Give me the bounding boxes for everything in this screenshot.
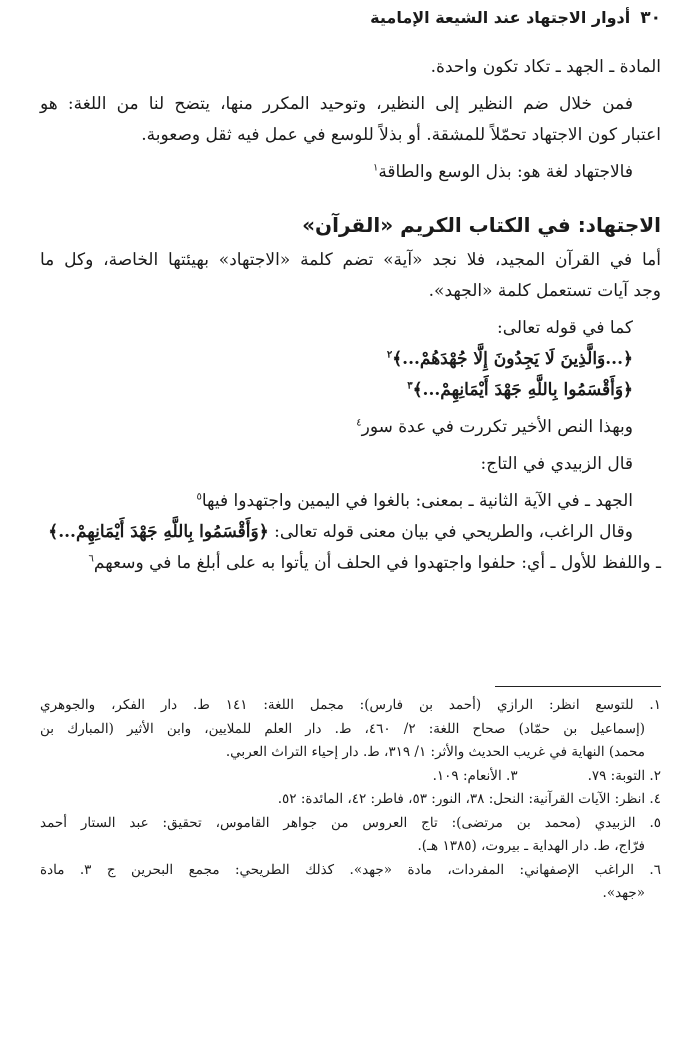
paragraph-line: المادة ـ الجهد ـ تكاد تكون واحدة. xyxy=(430,57,661,77)
main-text xyxy=(40,52,661,579)
footnote-continuation: «جهد». xyxy=(602,885,645,901)
footnote-ref[interactable]: ٥ xyxy=(196,491,202,503)
section-heading: الاجتهاد: في الكتاب الكريم «القرآن» xyxy=(302,213,661,237)
footnote-row xyxy=(40,765,661,789)
paragraph-line: أما في القرآن المجيد، فلا نجد «آية» تضم كلمة «الاجتهاد» بهيئتها الخاصة، وكل ما xyxy=(40,250,661,270)
paragraph-line: فمن خلال ضم النظير إلى النظير، وتوحيد المكرر منها، يتضح لنا من اللغة: هو xyxy=(40,94,633,114)
footnote-ref[interactable]: ١ xyxy=(372,162,379,174)
paragraph-line: ـ واللفظ للأول ـ أي: حلفوا واجتهدوا في الحلف أن يأتوا به على أبلغ ما في وسعهم$^٦$ xyxy=(88,553,661,573)
quran-verse: ﴿وَأَقْسَمُوا بِاللَّهِ جَهْدَ أَيْمَانِهِمْ...﴾$^٣$ xyxy=(407,380,633,400)
paragraph-line: اعتبار كون الاجتهاد تحمّلاً للمشقة. أو بذلاً للوسع في عمل فيه ثقل وصعوبة. xyxy=(141,125,661,145)
footnote-ref[interactable]: ٦ xyxy=(88,553,94,565)
quran-verse: ﴿...وَالَّذِينَ لَا يَجِدُونَ إِلَّا جُهْدَهُمْ...﴾$^٢$ xyxy=(386,349,633,369)
footnote: ٥. الزبيدي (محمد بن مرتضى): تاج العروس من جواهر القاموس، تحقيق: عبد الستار أحمد xyxy=(40,814,661,831)
paragraph-line: وقال الراغب، والطريحي في بيان معنى قوله تعالى: ﴿وَأَقْسَمُوا بِاللَّهِ جَهْدَ أَيْمَانِهِمْ...﴾ xyxy=(48,522,633,542)
footnote: ٦. الراغب الإصفهاني: المفردات، مادة «جهد». كذلك الطريحي: مجمع البحرين ج ٣. مادة xyxy=(40,861,661,878)
footnote: ٤. انظر: الآيات القرآنية: النحل: ٣٨، النور: ٥٣، فاطر: ٤٢، المائدة: ٥٢. xyxy=(277,791,661,807)
footnote-continuation: فرّاج، ط. دار الهداية ـ بيروت، (١٣٨٥ هـ). xyxy=(417,838,645,854)
quran-verse: ﴿وَأَقْسَمُوا بِاللَّهِ جَهْدَ أَيْمَانِهِمْ...﴾ xyxy=(48,522,269,542)
footnote-ref[interactable]: ٢ xyxy=(386,349,393,361)
footnote-continuation: محمد) النهاية في غريب الحديث والأثر: ١/ ٣١٩، ط. دار إحياء التراث العربي. xyxy=(225,744,645,760)
footnotes xyxy=(40,694,661,906)
footnote: ١. للتوسع انظر: الرازي (أحمد بن فارس): مجمل اللغة: ١٤١ ط. دار الفكر، والجوهري xyxy=(40,697,661,713)
paragraph-line: الجهد ـ في الآية الثانية ـ بمعنى: بالغوا في اليمين واجتهدوا فيها$^٥$ xyxy=(196,491,633,511)
footnote-ref[interactable]: ٣ xyxy=(407,380,413,392)
footnote-ref[interactable]: ٤ xyxy=(356,417,362,429)
paragraph-line: كما في قوله تعالى: xyxy=(497,318,633,338)
footnote-divider xyxy=(495,686,661,687)
paragraph-line: وجد آيات تستعمل كلمة «الجهد». xyxy=(428,281,661,301)
paragraph-line: قال الزبيدي في التاج: xyxy=(480,454,633,474)
footnote: ٣. الأنعام: ١٠٩. xyxy=(432,767,518,784)
footnote-continuation: (إسماعيل بن حمّاد) صحاح اللغة: ٢/ ٤٦٠، ط. دار العلم للملايين، وابن الأثير (المبارك بن xyxy=(40,720,645,737)
running-header xyxy=(38,8,661,34)
page-number: ٣٠ xyxy=(640,8,661,28)
paragraph-line: فالاجتهاد لغة هو: بذل الوسع والطاقة$^١$ xyxy=(372,162,633,182)
paragraph-line: وبهذا النص الأخير تكررت في عدة سور$^٤$ xyxy=(356,417,633,437)
running-title: أدوار الاجتهاد عند الشيعة الإمامية xyxy=(370,8,631,27)
footnote: ٢. التوبة: ٧٩. xyxy=(587,767,661,784)
